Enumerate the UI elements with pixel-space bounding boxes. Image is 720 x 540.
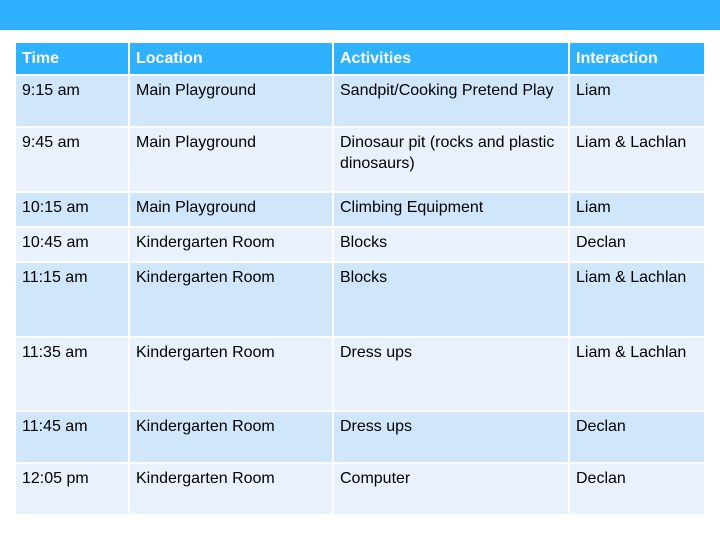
cell-time: 11:45 am	[15, 411, 129, 463]
table-row	[15, 192, 705, 227]
table-row	[15, 337, 705, 411]
table-row	[15, 75, 705, 127]
table-row	[15, 262, 705, 337]
cell-interaction: Declan	[569, 463, 705, 515]
header-time: Time	[15, 42, 129, 75]
header-activities: Activities	[333, 42, 569, 75]
table-row	[15, 411, 705, 463]
cell-interaction: Liam	[569, 75, 705, 127]
cell-location: Kindergarten Room	[129, 227, 333, 262]
cell-activity: Dress ups	[333, 411, 569, 463]
cell-interaction: Liam & Lachlan	[569, 262, 705, 337]
cell-interaction: Declan	[569, 227, 705, 262]
cell-time: 9:15 am	[15, 75, 129, 127]
table-row	[15, 127, 705, 192]
cell-activity: Dinosaur pit (rocks and plastic dinosaurs)	[333, 127, 569, 192]
table-row	[15, 227, 705, 262]
cell-time: 11:15 am	[15, 262, 129, 337]
cell-activity: Blocks	[333, 262, 569, 337]
header-interaction: Interaction	[569, 42, 705, 75]
cell-interaction: Liam	[569, 192, 705, 227]
header-location: Location	[129, 42, 333, 75]
cell-activity: Dress ups	[333, 337, 569, 411]
top-banner	[0, 0, 720, 30]
cell-location: Kindergarten Room	[129, 411, 333, 463]
cell-time: 10:45 am	[15, 227, 129, 262]
table-row	[15, 463, 705, 515]
cell-interaction: Liam & Lachlan	[569, 127, 705, 192]
cell-activity: Climbing Equipment	[333, 192, 569, 227]
cell-location: Main Playground	[129, 75, 333, 127]
cell-time: 12:05 pm	[15, 463, 129, 515]
cell-time: 9:45 am	[15, 127, 129, 192]
cell-interaction: Liam & Lachlan	[569, 337, 705, 411]
schedule-table	[14, 41, 706, 516]
cell-time: 10:15 am	[15, 192, 129, 227]
cell-location: Kindergarten Room	[129, 262, 333, 337]
cell-time: 11:35 am	[15, 337, 129, 411]
cell-activity: Sandpit/Cooking Pretend Play	[333, 75, 569, 127]
cell-activity: Blocks	[333, 227, 569, 262]
cell-location: Main Playground	[129, 192, 333, 227]
cell-activity: Computer	[333, 463, 569, 515]
table-header-row	[15, 42, 705, 75]
cell-location: Main Playground	[129, 127, 333, 192]
cell-location: Kindergarten Room	[129, 463, 333, 515]
cell-interaction: Declan	[569, 411, 705, 463]
cell-location: Kindergarten Room	[129, 337, 333, 411]
